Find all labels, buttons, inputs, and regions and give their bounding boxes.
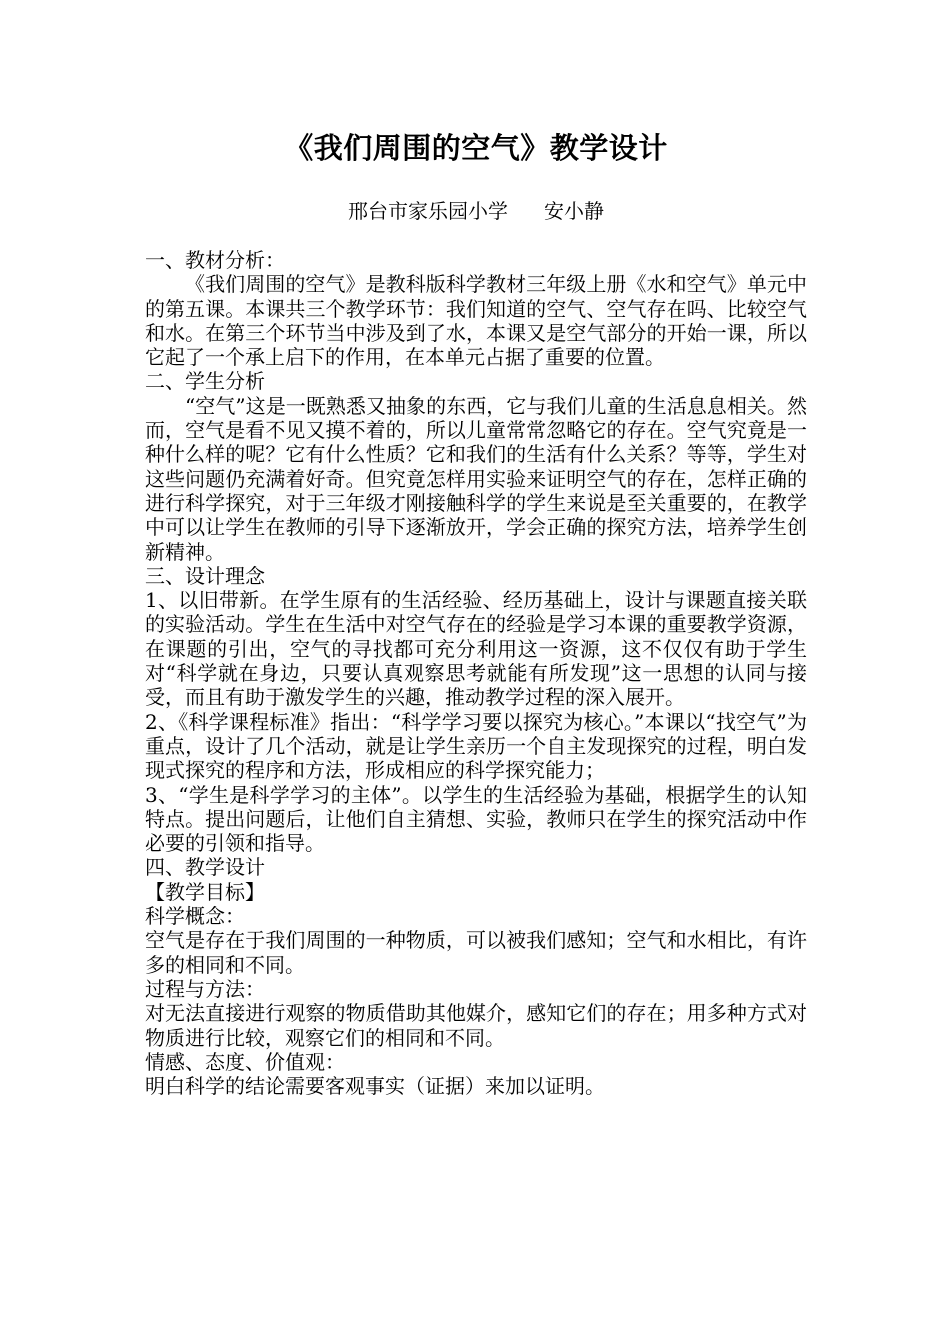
paragraph-science-concept: 空气是存在于我们周围的一种物质，可以被我们感知；空气和水相比，有许多的相同和不同。 <box>145 928 807 977</box>
paragraph-material-analysis: 《我们周围的空气》是教科版科学教材三年级上册《水和空气》单元中的第五课。本课共三个教学环节：我们知道的空气、空气存在吗、比较空气和水。在第三个环节当中涉及到了水，本课又是空气部分的开始一课，所以它起了一个承上启下的作用，在本单元占据了重要的位置。 <box>145 272 807 370</box>
section-heading-students: 二、学生分析 <box>145 369 265 394</box>
subheading-attitude-values: 情感、态度、价值观： <box>145 1049 345 1074</box>
paragraph-concept-2: 2、《科学课程标准》指出：“科学学习要以探究为核心。”本课以“找空气”为重点，设计了几个活动，就是让学生亲历一个自主发现探究的过程，明白发现式探究的程序和方法，形成相应的科学探究能力； <box>145 709 807 783</box>
subheading-objectives: 【教学目标】 <box>145 879 265 904</box>
section-heading-design: 四、教学设计 <box>145 855 265 880</box>
document-author <box>145 196 807 226</box>
document-title: 《我们周围的空气》教学设计 <box>284 131 668 165</box>
subheading-science-concept: 科学概念： <box>145 904 245 929</box>
section-heading-analysis: 一、教材分析： <box>145 248 285 272</box>
paragraph-attitude-values: 明白科学的结论需要客观事实（证据）来加以证明。 <box>145 1074 605 1099</box>
paragraph-process-method: 对无法直接进行观察的物质借助其他媒介，感知它们的存在；用多种方式对物质进行比较，观察它们的相同和不同。 <box>145 1001 807 1050</box>
document-body <box>145 248 807 1098</box>
author-school: 邢台市家乐园小学 <box>348 199 508 223</box>
paragraph-concept-3: 3、“学生是科学学习的主体”。以学生的生活经验为基础，根据学生的认知特点。提出问题后，让他们自主猜想、实验，教师只在学生的探究活动中作必要的引领和指导。 <box>145 782 807 856</box>
subheading-process-method: 过程与方法： <box>145 976 265 1001</box>
paragraph-concept-1: 1、以旧带新。在学生原有的生活经验、经历基础上，设计与课题直接关联的实验活动。学生在生活中对空气存在的经验是学习本课的重要教学资源，在课题的引出，空气的寻找都可充分利用这一资源，这不仅仅有助于学生对“科学就在身边，只要认真观察思考就能有所发现”这一思想的认同与接受，而且有助于激发学生的兴趣，推动教学过程的深入展开。 <box>145 588 807 710</box>
author-name: 安小静 <box>544 199 604 223</box>
paragraph-student-analysis: “空气”这是一既熟悉又抽象的东西，它与我们儿童的生活息息相关。然而，空气是看不见又摸不着的，所以儿童常常忽略它的存在。空气究竟是一种什么样的呢？它有什么性质？它和我们的生活有什么关系？等等，学生对这些问题仍充满着好奇。但究竟怎样用实验来证明空气的存在，怎样正确的进行科学探究，对于三年级才刚接触科学的学生来说是至关重要的，在教学中可以让学生在教师的引导下逐渐放开，学会正确的探究方法，培养学生创新精神。 <box>145 393 807 564</box>
section-heading-concept: 三、设计理念 <box>145 563 265 588</box>
